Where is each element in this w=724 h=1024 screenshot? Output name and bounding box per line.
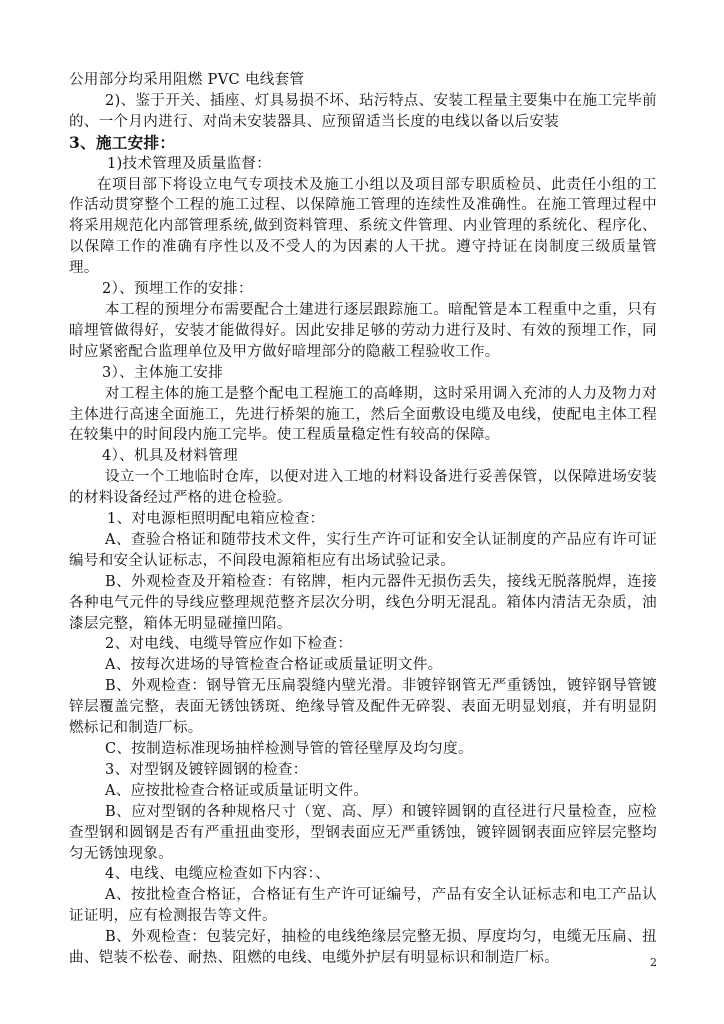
item-heading-cable: 4、电线、电缆应检查如下内容：、 (105, 866, 331, 883)
item-conduit-visual: B、外观检查：钢导管无压扁裂缝内壁光滑。非镀锌钢管无严重锈蚀，镀锌钢导管镀锌层覆盖完整，表面无锈蚀锈斑、绝缘导管及配件无碎裂、表面无明显划痕，并有明显阴燃标记和制造厂标。 (69, 678, 657, 737)
paragraph-technical-management: 在项目部下将设立电气专项技术及施工小组以及项目部专职质检员、此责任小组的工作活动贯穿整个工程的施工过程、以保障施工管理的连续性及准确性。在施工管理过程中将采用规范化内部管理系统,做到资料管理、系统文件管理、内业管理的系统化、程序化、以保障工作的准确有序性以及不受人的为因素的人干扰。遵守持证在岗制度三级质量管理。 (69, 176, 657, 277)
item-cabinet-certificate: A、查验合格证和随带技术文件，实行生产许可证和安全认证制度的产品应有许可证编号和安全认证标志，不间段电源箱柜应有出场试验记录。 (69, 531, 657, 569)
paragraph-pvc-conduit: 公用部分均采用阻燃 PVC 电线套管 (69, 72, 305, 88)
item-cabinet-visual: B、外观检查及开箱检查：有铭牌，柜内元器件无损伤丢失，接线无脱落脱焊，连接各种电气元件的导线应整理规范整齐层次分明，线色分明无混乱。箱体内清洁无杂质，油漆层完整，箱体无明显碰撞凹陷。 (69, 573, 657, 632)
subheading-technical-management: 1)技术管理及质量监督： (107, 155, 272, 172)
item-conduit-certificate: A、按每次进场的导管检查合格证或质量证明文件。 (105, 657, 443, 674)
paragraph-fixture-installation: 2)、鉴于开关、插座、灯具易损不坏、玷污特点、安装工程量主要集中在施工完毕前的、一个月内进行、对尚未安装器具、应预留适当长度的电线以备以后安装 (69, 92, 657, 130)
page-number: 2 (650, 956, 657, 969)
subheading-main-construction: 3）、主体施工安排 (102, 364, 224, 381)
item-cable-certificate: A、按批检查合格证，合格证有生产许可证编号，产品有安全认证标志和电工产品认证证明，应有检测报告等文件。 (69, 887, 657, 925)
item-steel-certificate: A、应按批检查合格证或质量证明文件。 (105, 782, 369, 799)
subheading-equipment-materials: 4）、机具及材料管理 (102, 448, 238, 465)
item-conduit-sampling: C、按制造标准现场抽样检测导管的管径壁厚及均匀度。 (105, 741, 473, 757)
item-cable-visual: B、外观检查：包装完好，抽检的电线绝缘层完整无损、厚度均匀，电缆无压扁、扭曲、铠装不松卷、耐热、阻燃的电线、电缆外护层有明显标识和制造厂标。 (69, 929, 657, 967)
document-body (69, 70, 657, 969)
item-heading-conduit: 2、对电线、电缆导管应作如下检查： (105, 636, 353, 653)
item-steel-measurement: B、应对型钢的各种规格尺寸（宽、高、厚）和镀锌圆钢的直径进行尺量检查，应检查型钢和圆钢是否有严重扭曲变形，型钢表面应无严重锈蚀，镀锌圆钢表面应锌层完整均匀无锈蚀现象。 (69, 803, 657, 862)
item-heading-power-cabinet: 1、对电源柜照明配电箱应检查： (107, 511, 325, 528)
paragraph-embedding-work: 本工程的预埋分布需要配合土建进行逐层跟踪施工。暗配管是本工程重中之重，只有暗埋管做得好，安装才能做得好。因此安排足够的劳动力进行及时、有效的预埋工作，同时应紧密配合监理单位及甲方做好暗埋部分的隐蔽工程验收工作。 (69, 301, 657, 360)
item-heading-steel: 3、对型钢及镀锌圆钢的检查： (105, 761, 308, 778)
paragraph-main-construction: 对工程主体的施工是整个配电工程施工的高峰期，这时采用调入充沛的人力及物力对主体进行高速全面施工，先进行桥架的施工，然后全面敷设电缆及电线，使配电主体工程在较集中的时间段内施工完毕。使工程质量稳定性有较高的保障。 (69, 385, 657, 444)
subheading-embedding-work: 2）、预埋工作的安排： (102, 281, 253, 298)
section-heading-construction-arrangement: 3、施工安排： (69, 132, 176, 152)
paragraph-warehouse: 设立一个工地临时仓库，以便对进入工地的材料设备进行妥善保管，以保障进场安装的材料设备经过严格的进仓检验。 (69, 469, 657, 507)
